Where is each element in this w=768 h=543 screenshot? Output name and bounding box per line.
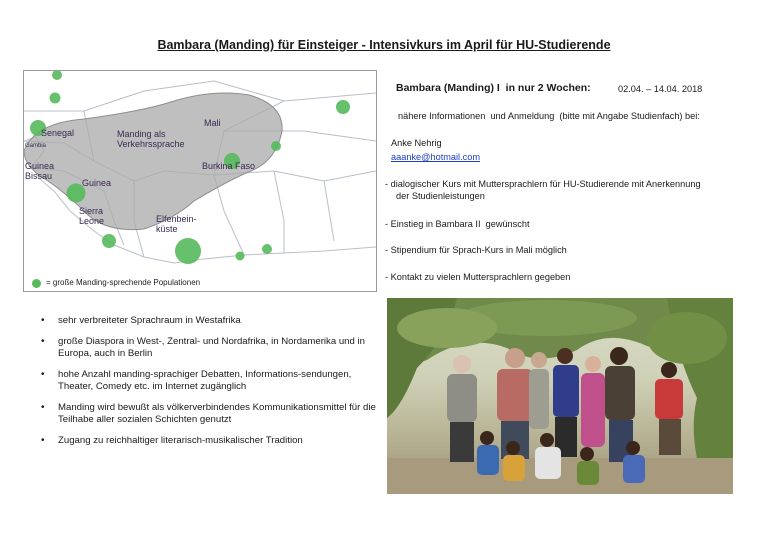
list-item: • hohe Anzahl manding-sprachiger Debatten, Informations-sendungen, Theater, Comedy etc. im Internet zugänglich bbox=[38, 369, 383, 394]
legend-text: = große Manding-sprechende Populationen bbox=[46, 278, 201, 287]
label-sierra-leone: Sierra Leone bbox=[79, 206, 105, 226]
group-photo bbox=[387, 298, 733, 494]
contact-name: Anke Nehrig bbox=[391, 138, 442, 148]
course-name: Bambara (Manding) I in nur 2 Wochen: bbox=[396, 82, 591, 94]
manding-map bbox=[23, 70, 377, 292]
point-dialogic-course-cont: der Studienleistungen bbox=[396, 191, 485, 201]
contact-email-link[interactable]: aaanke@hotmail.com bbox=[391, 152, 480, 162]
list-item: • Manding wird bewußt als völkerverbindendes Kommunikationsmittel für die Teilhabe aller sozialen Schichten genutzt bbox=[38, 402, 383, 427]
population-dot bbox=[262, 244, 272, 254]
population-dot bbox=[175, 238, 201, 264]
population-dot bbox=[236, 252, 245, 261]
label-mali: Mali bbox=[204, 118, 221, 128]
label-gambia: Gambia bbox=[25, 143, 47, 149]
population-dot bbox=[336, 100, 350, 114]
point-dialogic-course: - dialogischer Kurs mit Muttersprachlern für HU-Studierende mit Anerkennung bbox=[385, 179, 701, 189]
population-dot bbox=[102, 234, 116, 248]
label-burkina-faso: Burkina Faso bbox=[202, 161, 256, 171]
point-native-contact: - Kontakt zu vielen Muttersprachlern gegeben bbox=[385, 272, 571, 282]
point-entry-level: - Einstieg in Bambara II gewünscht bbox=[385, 219, 530, 229]
legend-dot-icon bbox=[32, 279, 41, 288]
registration-text: nähere Informationen und Anmeldung (bitte mit Angabe Studienfach) bei: bbox=[398, 111, 700, 121]
population-dot bbox=[52, 71, 62, 80]
population-dot bbox=[271, 141, 281, 151]
label-elfenbeinkueste: Elfenbein- küste bbox=[156, 214, 197, 234]
map-graphic bbox=[24, 71, 376, 291]
label-guinea-bissau: Guinea Bissau bbox=[25, 161, 55, 181]
population-dot bbox=[50, 93, 61, 104]
list-item: • Zugang zu reichhaltiger literarisch-musikalischer Tradition bbox=[38, 435, 383, 448]
page-title: Bambara (Manding) für Einsteiger - Intensivkurs im April für HU-Studierende bbox=[157, 38, 611, 52]
label-manding: Manding als Verkehrssprache bbox=[117, 129, 185, 149]
point-scholarship: - Stipendium für Sprach-Kurs in Mali möglich bbox=[385, 245, 567, 255]
label-guinea: Guinea bbox=[82, 178, 112, 188]
feature-list bbox=[38, 315, 383, 455]
map-legend bbox=[24, 275, 376, 291]
list-item: • sehr verbreiteter Sprachraum in Westafrika bbox=[38, 315, 383, 328]
list-item: • große Diaspora in West-, Zentral- und Nordafrika, in Nordamerika und in Europa, auch in Berlin bbox=[38, 336, 383, 361]
course-dates: 02.04. – 14.04. 2018 bbox=[618, 84, 703, 94]
group-photo-graphic bbox=[387, 298, 733, 494]
label-senegal: Senegal bbox=[41, 128, 75, 138]
